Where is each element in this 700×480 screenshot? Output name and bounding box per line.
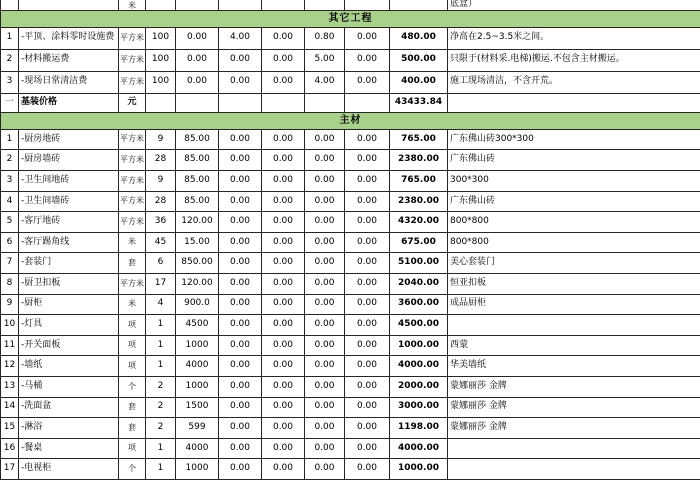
cell-unit: 平方米 [119,27,146,49]
cell-row-number: 2 [1,49,19,71]
cell-price-3: 0.00 [262,356,305,377]
cell-total: 2380.00 [390,191,448,212]
cell-unit: 平方米 [119,171,146,192]
cell-price-5: 0.00 [345,377,390,398]
cell-price-3: 0.00 [262,418,305,439]
cell-price-4: 0.00 [305,253,345,274]
cell-row-number: 1 [1,27,19,49]
cell-quantity: 45 [146,232,176,253]
cell-price-3: 0.00 [262,377,305,398]
cell-price-2: 0.00 [219,171,262,192]
cell-item-name: -淋浴 [19,418,119,439]
cell-price-5: 0.00 [345,150,390,171]
cell-remark: 800*800 [448,212,700,233]
cell-row-number: 16 [1,438,19,459]
cell-row-number: 4 [1,191,19,212]
cell-price-1: 1000 [176,377,219,398]
cell-quantity: 9 [146,171,176,192]
cell-price-5: 0.00 [345,335,390,356]
cell-quantity: 17 [146,274,176,295]
cell-price-4: 0.00 [305,459,345,480]
table-row [1,150,700,171]
cell-total: 3000.00 [390,397,448,418]
cell-quantity: 4 [146,294,176,315]
cell-quantity [146,93,176,112]
cell-price-3: 0.00 [262,191,305,212]
cell-price-5: 0.00 [345,232,390,253]
cell-remark: 恒亚扣板 [448,274,700,295]
cell-price-5: 0.00 [345,294,390,315]
cell-price-1: 85.00 [176,191,219,212]
cell-row-number: 15 [1,418,19,439]
cell-unit: 套 [119,418,146,439]
cell-item-name: -材料搬运费 [19,49,119,71]
cell-price-2: 0.00 [219,150,262,171]
cell-unit: 项 [119,335,146,356]
cell-price-3: 0.00 [262,212,305,233]
cell-remark: 广东佛山砖 [448,150,700,171]
cell-remark: 底盒） [448,0,700,10]
table-row [1,397,700,418]
cell-unit: 元 [119,93,146,112]
cell-price-3: 0.00 [262,438,305,459]
cell-total: 4000.00 [390,356,448,377]
cell-price-4: 4.00 [305,71,345,93]
cell-price-3: 0.00 [262,397,305,418]
cell-price-1: 1500 [176,397,219,418]
cell-row-number: 11 [1,335,19,356]
table-body [1,0,700,480]
cell-price-2: 0.00 [219,212,262,233]
cell-remark: 蒙娜丽莎 金牌 [448,397,700,418]
cell-price-2: 0.00 [219,71,262,93]
cell-quantity: 36 [146,212,176,233]
cell-item-name: -平顶、涂料零时设施费 [19,27,119,49]
cell-remark: 净高在2.5~3.5米之间。 [448,27,700,49]
cell-total: 2000.00 [390,377,448,398]
cell-total: 400.00 [390,71,448,93]
cell-quantity: 6 [146,253,176,274]
cell-item-name: -客厅地砖 [19,212,119,233]
cell-row-number: 一 [1,93,19,112]
cell-price-2: 0.00 [219,129,262,150]
cell-item-name: -洗面盆 [19,397,119,418]
cell-price-4: 0.00 [305,397,345,418]
cell-remark [448,315,700,336]
cell-price-5 [345,93,390,112]
cell-price-1: 4000 [176,356,219,377]
table-row [1,335,700,356]
cell-price-3: 0.00 [262,171,305,192]
cell-unit: 平方米 [119,129,146,150]
cell-quantity: 2 [146,397,176,418]
cell-price-5: 0.00 [345,71,390,93]
cell-price-5: 0.00 [345,315,390,336]
cell-row-number: 17 [1,459,19,480]
cell-quantity: 1 [146,315,176,336]
cell-price-3: 0.00 [262,129,305,150]
cell-unit: 平方米 [119,212,146,233]
cell-unit: 平方米 [119,71,146,93]
cell-remark: 华美墙纸 [448,356,700,377]
cell-price-3: 0.00 [262,150,305,171]
cell-unit: 项 [119,356,146,377]
cell-price-5 [345,0,390,10]
cell-price-2: 0.00 [219,253,262,274]
cell-price-1: 1000 [176,335,219,356]
cell-quantity: 28 [146,191,176,212]
cell-row-number: 10 [1,315,19,336]
cell-row-number: 6 [1,232,19,253]
cell-remark: 成品厨柜 [448,294,700,315]
cell-total: 5100.00 [390,253,448,274]
cell-price-2: 4.00 [219,27,262,49]
cell-unit: 平方米 [119,274,146,295]
cell-item-name: -灯具 [19,315,119,336]
cell-quantity: 100 [146,71,176,93]
table-row [1,129,700,150]
cell-price-1: 900.0 [176,294,219,315]
cell-remark: 施工现场清洁，不含开荒。 [448,71,700,93]
cell-total: 2380.00 [390,150,448,171]
cell-price-1: 599 [176,418,219,439]
cell-remark: 广东佛山砖300*300 [448,129,700,150]
cell-price-4: 0.00 [305,191,345,212]
cell-price-4: 0.00 [305,418,345,439]
cell-unit: 个 [119,459,146,480]
cell-price-5: 0.00 [345,27,390,49]
cell-price-3: 0.00 [262,232,305,253]
cell-unit: 套 [119,397,146,418]
cell-remark: 西蒙 [448,335,700,356]
cell-price-5: 0.00 [345,191,390,212]
cell-total: 1000.00 [390,459,448,480]
cell-row-number: 8 [1,274,19,295]
cell-price-3: 0.00 [262,71,305,93]
cell-price-4 [305,0,345,10]
cell-price-1: 0.00 [176,27,219,49]
cell-price-1: 120.00 [176,212,219,233]
cell-remark: 只限于(材料采.电梯)搬运.不包含主材搬运。 [448,49,700,71]
cell-price-2: 0.00 [219,294,262,315]
section-header-row [1,112,700,129]
cell-quantity: 100 [146,49,176,71]
cell-item-name: -客厅踢角线 [19,232,119,253]
cell-price-2: 0.00 [219,418,262,439]
cell-quantity: 28 [146,150,176,171]
cell-price-2 [219,93,262,112]
cell-total: 765.00 [390,171,448,192]
cell-remark: 800*800 [448,232,700,253]
cell-quantity: 9 [146,129,176,150]
cell-quantity: 100 [146,27,176,49]
cell-price-5: 0.00 [345,49,390,71]
cell-unit: 项 [119,438,146,459]
cell-price-3: 0.00 [262,253,305,274]
cell-row-number: 2 [1,150,19,171]
cell-price-4: 0.00 [305,212,345,233]
section-title-0: 其它工程 [1,10,700,27]
section-header-row [1,10,700,27]
cell-price-2: 0.00 [219,315,262,336]
cell-price-5: 0.00 [345,253,390,274]
cell-quantity: 2 [146,418,176,439]
cell-price-3: 0.00 [262,49,305,71]
cell-row-number: 7 [1,253,19,274]
table-row [1,356,700,377]
cell-remark: 蒙娜丽莎 金牌 [448,418,700,439]
table-row [1,418,700,439]
cell-price-1: 15.00 [176,232,219,253]
cell-unit: 平方米 [119,191,146,212]
cell-price-5: 0.00 [345,418,390,439]
cell-price-2: 0.00 [219,377,262,398]
cell-item-name: -开关面板 [19,335,119,356]
cell-row-number: 12 [1,356,19,377]
cell-price-2 [219,0,262,10]
cell-item-name: -卫生间墙砖 [19,191,119,212]
cell-unit: 米 [119,294,146,315]
table-row [1,253,700,274]
table-row [1,315,700,336]
cell-price-2: 0.00 [219,49,262,71]
cell-quantity: 1 [146,356,176,377]
cell-price-5: 0.00 [345,459,390,480]
cell-quantity: 2 [146,377,176,398]
table-row [1,71,700,93]
cell-item-name: -厨柜 [19,294,119,315]
cell-remark: 美心套装门 [448,253,700,274]
cell-price-4: 0.80 [305,27,345,49]
cell-price-3: 0.00 [262,27,305,49]
cell-price-2: 0.00 [219,232,262,253]
cell-quantity: 1 [146,438,176,459]
cell-price-1: 1000 [176,459,219,480]
cell-price-3 [262,93,305,112]
cell-row-number [1,0,19,10]
cell-price-4: 0.00 [305,438,345,459]
table-row [1,0,700,10]
cell-price-4: 0.00 [305,294,345,315]
cell-price-4: 0.00 [305,315,345,336]
cell-total: 480.00 [390,27,448,49]
cell-quantity: 1 [146,459,176,480]
cell-remark: 300*300 [448,171,700,192]
cell-item-name: -卫生间地砖 [19,171,119,192]
table-row [1,459,700,480]
cell-price-5: 0.00 [345,129,390,150]
cell-price-2: 0.00 [219,459,262,480]
cell-item-name: -厨房墙砖 [19,150,119,171]
cell-remark: 广东佛山砖 [448,191,700,212]
cell-total: 1198.00 [390,418,448,439]
table-row [1,212,700,233]
cell-price-2: 0.00 [219,397,262,418]
cell-row-number: 1 [1,129,19,150]
cell-price-4: 0.00 [305,150,345,171]
cell-price-5: 0.00 [345,356,390,377]
cell-price-1 [176,0,219,10]
cell-price-5: 0.00 [345,274,390,295]
cell-row-number: 5 [1,212,19,233]
section-title-1: 主材 [1,112,700,129]
cell-price-4: 5.00 [305,49,345,71]
cell-unit: 米 [119,0,146,10]
cell-price-4: 0.00 [305,171,345,192]
cell-price-3: 0.00 [262,335,305,356]
cell-unit: 套 [119,253,146,274]
cell-item-name: -墙纸 [19,356,119,377]
cell-total: 1000.00 [390,335,448,356]
table-row [1,191,700,212]
cell-price-4: 0.00 [305,232,345,253]
cell-unit: 米 [119,232,146,253]
cell-price-2: 0.00 [219,191,262,212]
cell-price-3: 0.00 [262,459,305,480]
cell-price-1: 120.00 [176,274,219,295]
cell-price-2: 0.00 [219,356,262,377]
cell-price-4: 0.00 [305,356,345,377]
cell-price-5: 0.00 [345,438,390,459]
table-row [1,171,700,192]
cell-price-5: 0.00 [345,171,390,192]
cell-remark [448,459,700,480]
cell-row-number: 3 [1,171,19,192]
cell-price-3: 0.00 [262,274,305,295]
cell-price-1: 85.00 [176,171,219,192]
cell-unit: 平方米 [119,150,146,171]
cell-remark [448,438,700,459]
cell-unit: 平方米 [119,49,146,71]
cell-price-2: 0.00 [219,274,262,295]
cell-item-name: -餐桌 [19,438,119,459]
table-row [1,274,700,295]
table-row [1,49,700,71]
cell-unit: 个 [119,377,146,398]
cell-row-number: 14 [1,397,19,418]
table-row [1,27,700,49]
cell-item-name: -套装门 [19,253,119,274]
cell-price-1: 0.00 [176,71,219,93]
cell-price-4: 0.00 [305,129,345,150]
cell-total: 4320.00 [390,212,448,233]
cell-row-number: 9 [1,294,19,315]
cell-item-name: -厨卫扣板 [19,274,119,295]
cell-remark: 蒙娜丽莎 金牌 [448,377,700,398]
cell-price-1 [176,93,219,112]
cell-price-4: 0.00 [305,335,345,356]
cell-item-name: -电视柜 [19,459,119,480]
table-row [1,93,700,112]
cell-total: 675.00 [390,232,448,253]
cell-remark [448,93,700,112]
cell-price-3 [262,0,305,10]
cell-item-name [19,0,119,10]
cell-price-1: 850.00 [176,253,219,274]
cell-price-1: 85.00 [176,150,219,171]
cell-total: 43433.84 [390,93,448,112]
table-row [1,377,700,398]
cell-price-1: 4000 [176,438,219,459]
cell-total: 4000.00 [390,438,448,459]
cell-price-4 [305,93,345,112]
cell-total: 2040.00 [390,274,448,295]
cell-item-name: 基装价格 [19,93,119,112]
cell-price-3: 0.00 [262,315,305,336]
cell-row-number: 3 [1,71,19,93]
cell-item-name: -现场日常清洁费 [19,71,119,93]
cell-price-4: 0.00 [305,377,345,398]
cell-price-1: 4500 [176,315,219,336]
cell-price-2: 0.00 [219,335,262,356]
cell-total: 765.00 [390,129,448,150]
cell-total: 3600.00 [390,294,448,315]
cell-row-number: 13 [1,377,19,398]
cell-quantity [146,0,176,10]
cell-price-5: 0.00 [345,212,390,233]
table-row [1,438,700,459]
cell-total [390,0,448,10]
cell-item-name: -厨房地砖 [19,129,119,150]
cell-price-5: 0.00 [345,397,390,418]
cell-price-1: 85.00 [176,129,219,150]
cell-total: 4500.00 [390,315,448,336]
cell-quantity: 1 [146,335,176,356]
cell-price-3: 0.00 [262,294,305,315]
table-row [1,294,700,315]
cell-price-2: 0.00 [219,438,262,459]
table-row [1,232,700,253]
cell-price-4: 0.00 [305,274,345,295]
cell-total: 500.00 [390,49,448,71]
cell-unit: 项 [119,315,146,336]
cell-price-1: 0.00 [176,49,219,71]
cell-item-name: -马桶 [19,377,119,398]
